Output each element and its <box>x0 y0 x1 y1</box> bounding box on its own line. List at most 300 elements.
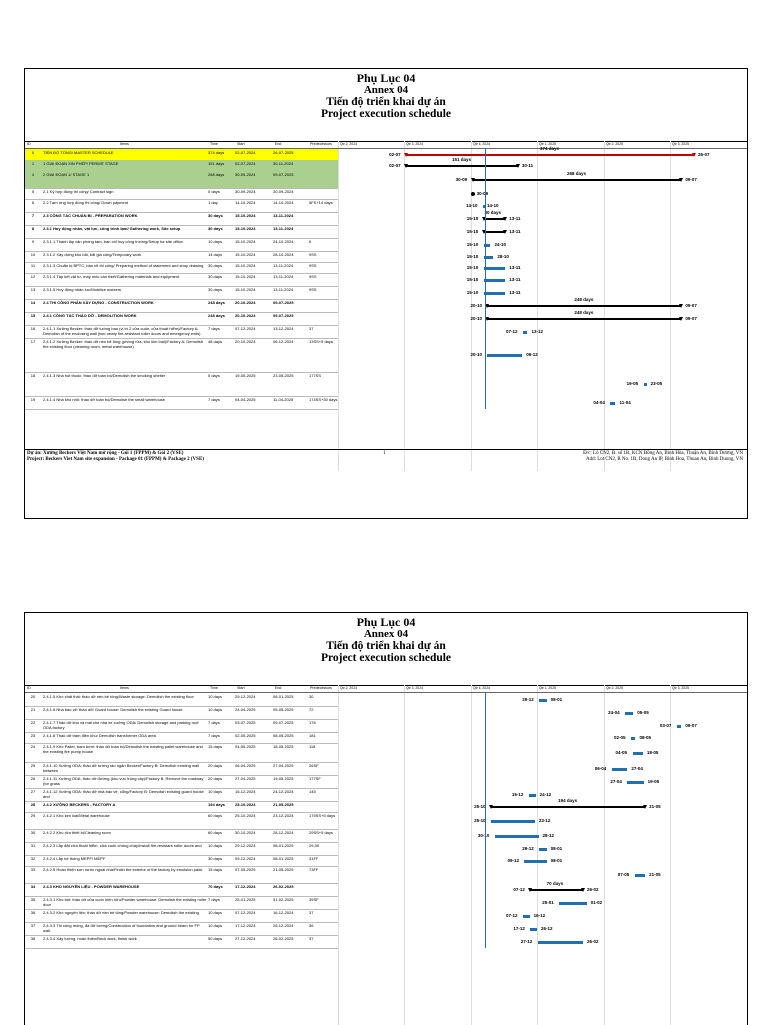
task-end: 19-05-2025 <box>273 776 294 781</box>
task-name: 2.4.1.2 Xưởng Becker: tháo dỡ nền bê tông (phòng rửa, kho kim loại)/Factory A: Demolish the existing floor (cleaning room, metal warehouse) <box>43 339 204 349</box>
task-name: 2.4.3.2 Kho nguyên liệu: tháo dỡ nền bê tông/Powder warehouse: Demolish the existing <box>43 910 199 915</box>
bar-start-label: 02-07 <box>389 151 401 157</box>
task-end: 08-05-2025 <box>273 733 294 738</box>
gantt-bar <box>406 165 518 167</box>
table-row <box>25 199 338 213</box>
task-end: 13-12-2024 <box>273 326 294 331</box>
bar-start-label: 15-10 <box>466 241 479 247</box>
bar-cap <box>404 153 408 157</box>
task-id: 30 <box>30 830 36 835</box>
task-id: 22 <box>30 720 36 725</box>
table-row <box>25 829 338 843</box>
table-row <box>25 238 338 252</box>
task-start: 15-10-2024 <box>235 274 256 279</box>
task-predecessors: 36 <box>309 923 314 928</box>
bar-duration-label: 70 days <box>546 880 564 886</box>
task-duration: 248 days <box>208 300 225 305</box>
task-table <box>25 685 338 1025</box>
bar-start-label: 03-07 <box>659 722 672 728</box>
bar-end-label: 05-05 <box>637 709 649 715</box>
bar-cap <box>528 888 532 892</box>
task-start: 15-12-2024 <box>235 789 256 794</box>
bar-start-label: 24-04 <box>608 709 620 715</box>
address-en: Add: Lot CN2, R No. 1B, Dong An IP, Binh Hoa, Thuan An, Binh Duong, VN <box>585 457 743 462</box>
gantt-bar <box>530 928 537 931</box>
bar-end-label: 08-01 <box>550 696 563 702</box>
table-row <box>25 719 338 733</box>
task-end: 08-01-2025 <box>273 694 294 699</box>
task-id: 35 <box>30 897 36 902</box>
quarter-label: Qtr 3, 2025 <box>672 142 689 146</box>
task-duration: 50 days <box>208 936 223 941</box>
gantt-bar <box>491 806 645 808</box>
task-predecessors: 9SS <box>309 263 317 268</box>
bar-start-label: 25-10 <box>474 817 486 823</box>
task-start: 03-07-2025 <box>235 720 256 725</box>
task-predecessors: 30 <box>309 694 314 699</box>
task-predecessors: 145 <box>309 789 316 794</box>
task-start: 02-07-2024 <box>235 150 256 155</box>
task-name: 1 GIAI ĐOẠN XIN PHÉP/ PERMIT STAGE <box>43 161 119 166</box>
gantt-bar <box>473 179 682 181</box>
task-id: 16 <box>30 326 36 331</box>
task-name: 2.4.2.3 Lắp đặt cửa thoát hiểm, cửa cuốn chống cháy/Install fire-resistant roller doors and <box>43 843 202 848</box>
task-id: 28 <box>30 802 36 807</box>
task-duration: 15 days <box>208 744 223 749</box>
bar-end-label: 09-07 <box>685 176 697 182</box>
bar-end-label: 09-07 <box>685 315 697 321</box>
bar-end-label: 09-07 <box>685 722 697 728</box>
task-start: 04-04-2025 <box>235 397 256 402</box>
gantt-bar <box>406 154 694 156</box>
task-name: 2.4.1.10 Xưởng ODA: tháo dỡ tường rào ngăn Becker/Factory B: Demolish existing wall between <box>43 763 199 773</box>
task-duration: 374 days <box>208 150 225 155</box>
task-duration: 48 days <box>208 339 223 344</box>
title-vi: Phụ Lục 04 <box>356 71 416 85</box>
task-duration: 248 days <box>208 313 225 318</box>
table-row <box>25 762 338 776</box>
bar-start-label: 29-12 <box>522 696 534 702</box>
bar-end-label: 13-11 <box>509 264 521 270</box>
bar-end-label: 11-04 <box>619 399 631 405</box>
task-predecessors: 118 <box>309 744 316 749</box>
task-duration: 70 days <box>208 884 223 889</box>
gantt-bar <box>625 712 633 715</box>
schedule-page-2 <box>24 612 748 1025</box>
task-name: 2 GIAI ĐOẠN 1/ STAGE 1 <box>43 172 90 177</box>
column-header-items: Items <box>120 686 129 690</box>
task-id: 1 <box>31 161 35 166</box>
bar-duration-label: 194 days <box>558 797 578 803</box>
bar-start-label: 15-12 <box>511 791 524 797</box>
task-start: 07-12-2024 <box>235 326 256 331</box>
task-name: 2.3.1.1 Thành lập văn phòng tạm, ban chỉ huy công trường/Setup for site office <box>43 239 183 244</box>
bar-start-label: 07-12 <box>506 912 518 918</box>
task-predecessors: 177SS <box>309 373 322 378</box>
table-row <box>25 312 338 326</box>
task-duration: 5 days <box>208 373 220 378</box>
task-name: 2.4.3.3 Thi công móng, đà đỡ tường/Construction of foundation and ground beam for FP wall. <box>43 923 200 933</box>
task-start: 27-04-2025 <box>235 776 256 781</box>
task-start: 17-12-2024 <box>235 884 256 889</box>
column-header-end: End <box>275 142 282 146</box>
task-id: 20 <box>30 694 36 699</box>
divider <box>25 449 747 450</box>
task-id: 8 <box>31 226 35 231</box>
quarter-label: Qtr 4, 2024 <box>473 142 490 146</box>
task-name: 2.3.1.4 Tập kết vật tư, máy móc cần thiết/Gathering materials and equipment <box>43 274 180 279</box>
bar-duration-label: 374 days <box>540 145 560 151</box>
task-start: 20-10-2024 <box>235 313 256 318</box>
gantt-header-line <box>338 692 747 693</box>
task-duration: 10 days <box>208 707 223 712</box>
gantt-bar <box>559 902 586 905</box>
gantt-bar <box>635 874 645 877</box>
gantt-bar <box>495 835 539 838</box>
task-name: 2.4.2 XƯỞNG BECKERS - FACTORY A <box>43 802 116 807</box>
task-end: 13-11-2024 <box>273 287 294 292</box>
task-duration: 20 days <box>208 763 223 768</box>
bar-start-label: 25-10 <box>474 803 486 809</box>
task-name: 2.3.1.3 Chuẩn bị BPTC, bản vẽ thi công/ Preparing method of statement and shop drawing <box>43 263 204 268</box>
status-date-line <box>485 149 486 409</box>
gantt-bar <box>644 383 647 386</box>
table-row <box>25 299 338 313</box>
bar-end-label: 19-05 <box>647 778 660 784</box>
task-id: 5 <box>31 189 35 194</box>
quarter-gridline <box>404 141 405 471</box>
task-id: 23 <box>30 733 36 738</box>
task-name: 2.3.1 Huy động nhân, vật lực, công trình tạm/ Gathering work, Site setup <box>43 226 181 231</box>
page-header <box>25 616 747 664</box>
quarter-label: Qtr 3, 2024 <box>406 686 423 690</box>
task-id: 17 <box>30 339 36 344</box>
bar-cap <box>643 805 647 809</box>
task-name: 2.4.3 KHO NGUYÊN LIỆU - POWDER WAREHOUSE <box>43 884 140 889</box>
title-vi: Phụ Lục 04 <box>356 615 416 629</box>
task-start: 15-10-2024 <box>235 252 256 257</box>
task-end: 21-05-2025 <box>273 802 294 807</box>
task-id: 36 <box>30 910 36 915</box>
task-start: 30-09-2024 <box>235 189 256 194</box>
task-end: 13-11-2024 <box>273 274 294 279</box>
task-start: 30-10-2024 <box>235 830 256 835</box>
task-end: 16-12-2024 <box>273 910 294 915</box>
task-id: 33 <box>30 867 36 872</box>
task-name: 2.4.1 CÔNG TÁC THÁO DỠ - DEMOLITION WORK <box>43 313 137 318</box>
task-id: 19 <box>30 397 36 402</box>
bar-end-label: 21-05 <box>649 871 661 877</box>
column-header-start: Start <box>237 686 245 690</box>
bar-start-label: 30-09 <box>455 176 468 182</box>
column-header-id: ID <box>27 686 31 690</box>
task-predecessors: 37 <box>309 910 314 915</box>
task-id: 37 <box>30 923 36 928</box>
task-id: 14 <box>30 300 36 305</box>
task-duration: 7 days <box>208 720 220 725</box>
task-duration: 10 days <box>208 694 223 699</box>
bar-cap <box>679 304 683 308</box>
task-end: 27-04-2025 <box>273 763 294 768</box>
bar-end-label: 24-12 <box>539 791 552 797</box>
bar-end-label: 30-09 <box>476 190 489 196</box>
bar-end-label: 28-10 <box>497 253 509 259</box>
gantt-bar <box>538 941 583 944</box>
task-duration: 10 days <box>208 843 223 848</box>
column-header-predecessors: Predecessors <box>310 686 332 690</box>
task-table <box>25 141 338 471</box>
column-header-id: ID <box>27 142 31 146</box>
task-predecessors: 39SF <box>309 897 319 902</box>
bar-end-label: 26-02 <box>586 886 599 892</box>
bar-start-label: 07-12 <box>513 886 525 892</box>
bar-duration-label: 151 days <box>451 156 471 162</box>
task-start: 07-05-2025 <box>235 867 256 872</box>
quarter-gridline <box>338 685 339 1025</box>
task-duration: 10 days <box>208 239 223 244</box>
bar-start-label: 15-10 <box>466 215 479 221</box>
bar-duration-label: 30 days <box>484 209 502 215</box>
task-duration: 151 days <box>208 161 225 166</box>
task-predecessors: 181 <box>309 733 316 738</box>
bar-cap <box>692 153 696 157</box>
task-id: 0 <box>31 150 35 155</box>
bar-start-label: 14-10 <box>466 202 478 208</box>
task-start: 04-05-2025 <box>235 744 256 749</box>
gantt-chart <box>338 141 747 471</box>
gantt-bar <box>487 354 522 357</box>
gantt-bar <box>487 305 681 307</box>
task-end: 06-12-2024 <box>273 339 294 344</box>
task-name: 2.4.1.1 Xưởng Becker: tháo dỡ tường bao (vị trí 2 cửa cuốn, cửa thoát hiểm)/Factory A: Demolish of the enclosing wall (two newly fire-resistant roller doors and emergency exits) <box>43 326 201 336</box>
bar-start-label: 20-10 <box>470 315 482 321</box>
subtitle-en: Project execution schedule <box>320 108 452 120</box>
task-name: 2.4.2.2 Khu rửa thiết bị/Cleaning room <box>43 830 111 835</box>
quarter-gridline <box>670 685 671 1025</box>
task-start: 15-10-2024 <box>235 226 256 231</box>
quarter-label: Qtr 3, 2024 <box>406 142 423 146</box>
task-id: 12 <box>30 274 36 279</box>
task-id: 29 <box>30 813 36 818</box>
quarter-label: Qtr 1, 2025 <box>539 686 556 690</box>
task-name: 2.4.3.1 Kho bột: tháo dỡ cửa cuốn hiện hữu/Powder warehouse: Demolish the existing roller door <box>43 897 207 907</box>
quarter-label: Qtr 1, 2025 <box>539 142 556 146</box>
gantt-chart <box>338 685 747 1025</box>
page-number: 1 <box>383 451 386 456</box>
bar-end-label: 13-12 <box>531 328 543 334</box>
bar-start-label: 02-07 <box>389 162 401 168</box>
task-name: 2.4.2.5 Hoàn thiện sơn nước ngoài nhà/Finish the exterior of the factory by emulsion paint <box>43 867 203 872</box>
gantt-bar <box>487 318 681 320</box>
gantt-bar <box>539 699 546 702</box>
task-id: 11 <box>30 263 36 268</box>
task-end: 26-12-2024 <box>273 923 294 928</box>
project-name-en: Project: Beckers Viet Nam site expansion - Package 01 (FPPM) & Package 2 (VSE) <box>27 457 204 462</box>
task-duration: 30 days <box>208 213 223 218</box>
quarter-label: Qtr 2, 2024 <box>340 686 357 690</box>
address-vi: Đ/c: Lô CN2, Đ. số 1B, KCN Đồng An, Bình Hòa, Thuận An, Bình Dương, VN <box>583 451 743 456</box>
task-id: 7 <box>31 213 35 218</box>
table-row <box>25 338 338 373</box>
column-header-time: Time <box>210 142 218 146</box>
task-id: 21 <box>30 707 36 712</box>
task-predecessors: 72 <box>309 707 314 712</box>
quarter-label: Qtr 2, 2024 <box>340 142 357 146</box>
bar-end-label: 16-12 <box>533 912 546 918</box>
task-name: 2.4.1.11 Xưởng ODA: tháo dỡ đường (khu vực trồng cây)/Factory B: Remove the roadway (for grass <box>43 776 204 786</box>
bar-end-label: 24-10 <box>494 241 506 247</box>
task-predecessors: 26SF <box>309 763 319 768</box>
task-id: 25 <box>30 763 36 768</box>
task-name: 2.1 Ký hợp đồng thi công/ Contract sign <box>43 189 114 194</box>
task-name: 2.3 CÔNG TÁC CHUẨN BỊ - PREPARATION WORK <box>43 213 138 218</box>
task-duration: 30 days <box>208 287 223 292</box>
task-end: 28-12-2024 <box>273 830 294 835</box>
task-predecessors: 174SS+30 days <box>309 397 338 402</box>
task-id: 31 <box>30 843 36 848</box>
bar-cap <box>679 178 683 182</box>
task-id: 10 <box>30 252 36 257</box>
bar-start-label: 20-10 <box>470 352 482 357</box>
bar-duration-label: 248 days <box>574 296 594 302</box>
milestone-marker <box>471 192 475 196</box>
task-start: 15-10-2024 <box>235 213 256 218</box>
quarter-label: Qtr 2, 2025 <box>606 686 623 690</box>
task-end: 23-12-2024 <box>273 813 294 818</box>
column-header-start: Start <box>237 142 245 146</box>
task-end: 09-07-2025 <box>273 300 294 305</box>
column-header-end: End <box>275 686 282 690</box>
bar-cap <box>503 217 507 221</box>
gantt-bar <box>484 231 505 233</box>
page-header <box>25 72 747 120</box>
column-header-row <box>25 685 338 693</box>
bar-end-label: 26-02 <box>586 938 599 944</box>
bar-start-label: 07-05 <box>617 871 630 877</box>
task-name: 2.4.2.1 Kho kim loại/Metal warehouse <box>43 813 110 818</box>
task-duration: 10 days <box>208 789 223 794</box>
task-end: 26-07-2025 <box>273 150 294 155</box>
task-start: 27-12-2024 <box>235 936 256 941</box>
task-duration: 0 days <box>208 189 220 194</box>
bar-cap <box>503 230 507 234</box>
table-row <box>25 273 338 287</box>
task-start: 15-10-2024 <box>235 263 256 268</box>
task-end: 26-02-2025 <box>273 936 294 941</box>
task-duration: 20 days <box>208 776 223 781</box>
gantt-bar <box>523 915 530 918</box>
task-end: 09-07-2025 <box>273 720 294 725</box>
bar-start-label: 27-12 <box>520 938 533 944</box>
bar-start-label: 07-12 <box>506 328 518 334</box>
bar-end-label: 14-10 <box>487 202 499 208</box>
task-name: 2.3.1.2 Xây dựng kho bãi, bãi gia công/Temporary work <box>43 252 142 257</box>
task-start: 14-10-2024 <box>235 200 256 205</box>
table-row <box>25 743 338 763</box>
task-end: 14-10-2024 <box>273 200 294 205</box>
task-id: 6 <box>31 200 35 205</box>
task-duration: 10 days <box>208 910 223 915</box>
gantt-bar <box>612 768 628 771</box>
task-name: 2.4.1.5 Kho chất thải: tháo dỡ nền bê tông/Waste storage: Demolish the existing floor <box>43 694 194 699</box>
task-start: 30-09-2024 <box>235 172 256 177</box>
task-start: 25-10-2024 <box>235 813 256 818</box>
task-predecessors: 73FF <box>309 867 319 872</box>
task-predecessors: 37 <box>309 936 314 941</box>
bar-cap <box>516 164 520 168</box>
task-id: 24 <box>30 744 36 749</box>
bar-start-label: 25-01 <box>542 899 554 905</box>
project-name-vi: Dự án: Xưởng Beckers Việt Nam mở rộng - Gói 1 (FPPM) & Gói 2 (VSE) <box>27 451 184 456</box>
task-predecessors: 6 <box>309 239 312 244</box>
bar-cap <box>489 805 493 809</box>
task-predecessors: 5FS+14 days <box>309 200 333 205</box>
bar-end-label: 08-01 <box>550 845 563 851</box>
task-name: 2.4.1.3 Nhà hút thuốc: tháo dỡ toàn bộ/Demolish the smoking shelter <box>43 373 166 378</box>
task-start: 09-12-2024 <box>235 856 256 861</box>
schedule-page-1 <box>24 68 748 519</box>
gantt-bar <box>627 781 643 784</box>
bar-end-label: 21-05 <box>649 803 661 809</box>
column-header-row <box>25 141 338 149</box>
task-duration: 1 day <box>208 200 218 205</box>
task-end: 13-11-2024 <box>273 213 294 218</box>
task-start: 15-10-2024 <box>235 287 256 292</box>
bar-duration-label: 268 days <box>567 170 587 176</box>
task-id: 32 <box>30 856 36 861</box>
bar-cap <box>581 888 585 892</box>
bar-duration-label: 248 days <box>574 309 594 315</box>
bar-start-label: 15-10 <box>466 228 479 234</box>
task-duration: 194 days <box>208 802 225 807</box>
gantt-bar <box>524 860 546 863</box>
task-predecessors: 175SS+5 days <box>309 813 336 818</box>
bar-start-label: 15-10 <box>466 289 479 295</box>
table-row <box>25 812 338 830</box>
task-duration: 15 days <box>208 867 223 872</box>
table-row <box>25 935 338 949</box>
task-name: 2.4.1.6 Nhà bảo vệ: tháo dỡ/ Guard house: Demolish the existing Guard house <box>43 707 183 712</box>
table-row <box>25 225 338 239</box>
task-name: TIẾN ĐỘ TỔNG/ MASTER SCHEDULE <box>43 150 114 155</box>
task-start: 15-10-2024 <box>235 239 256 244</box>
task-predecessors: 31FF <box>309 856 319 861</box>
task-id: 38 <box>30 936 36 941</box>
bar-end-label: 13-11 <box>509 276 521 282</box>
status-date-line <box>485 693 486 948</box>
table-row <box>25 896 338 910</box>
bar-start-label: 15-10 <box>466 253 479 259</box>
task-predecessors: 177SF <box>309 776 321 781</box>
gantt-bar <box>530 889 583 891</box>
subtitle-vi: Tiến độ triển khai dự án <box>326 96 446 108</box>
gantt-bar <box>484 279 505 282</box>
bar-start-label: 30-10 <box>477 832 490 838</box>
task-name: 2.3.1.5 Huy động nhân lực/Mobilize workers <box>43 287 122 292</box>
task-id: 13 <box>30 287 36 292</box>
gantt-bar <box>484 267 505 270</box>
bar-end-label: 26-07 <box>697 151 710 157</box>
table-row <box>25 212 338 226</box>
task-end: 24-12-2024 <box>273 789 294 794</box>
task-predecessors: 176 <box>309 720 316 725</box>
table-row <box>25 909 338 923</box>
task-duration: 30 days <box>208 856 223 861</box>
task-duration: 30 days <box>208 226 223 231</box>
task-duration: 7 days <box>208 733 220 738</box>
bar-start-label: 04-04 <box>593 399 605 405</box>
quarter-gridline <box>404 685 405 1025</box>
